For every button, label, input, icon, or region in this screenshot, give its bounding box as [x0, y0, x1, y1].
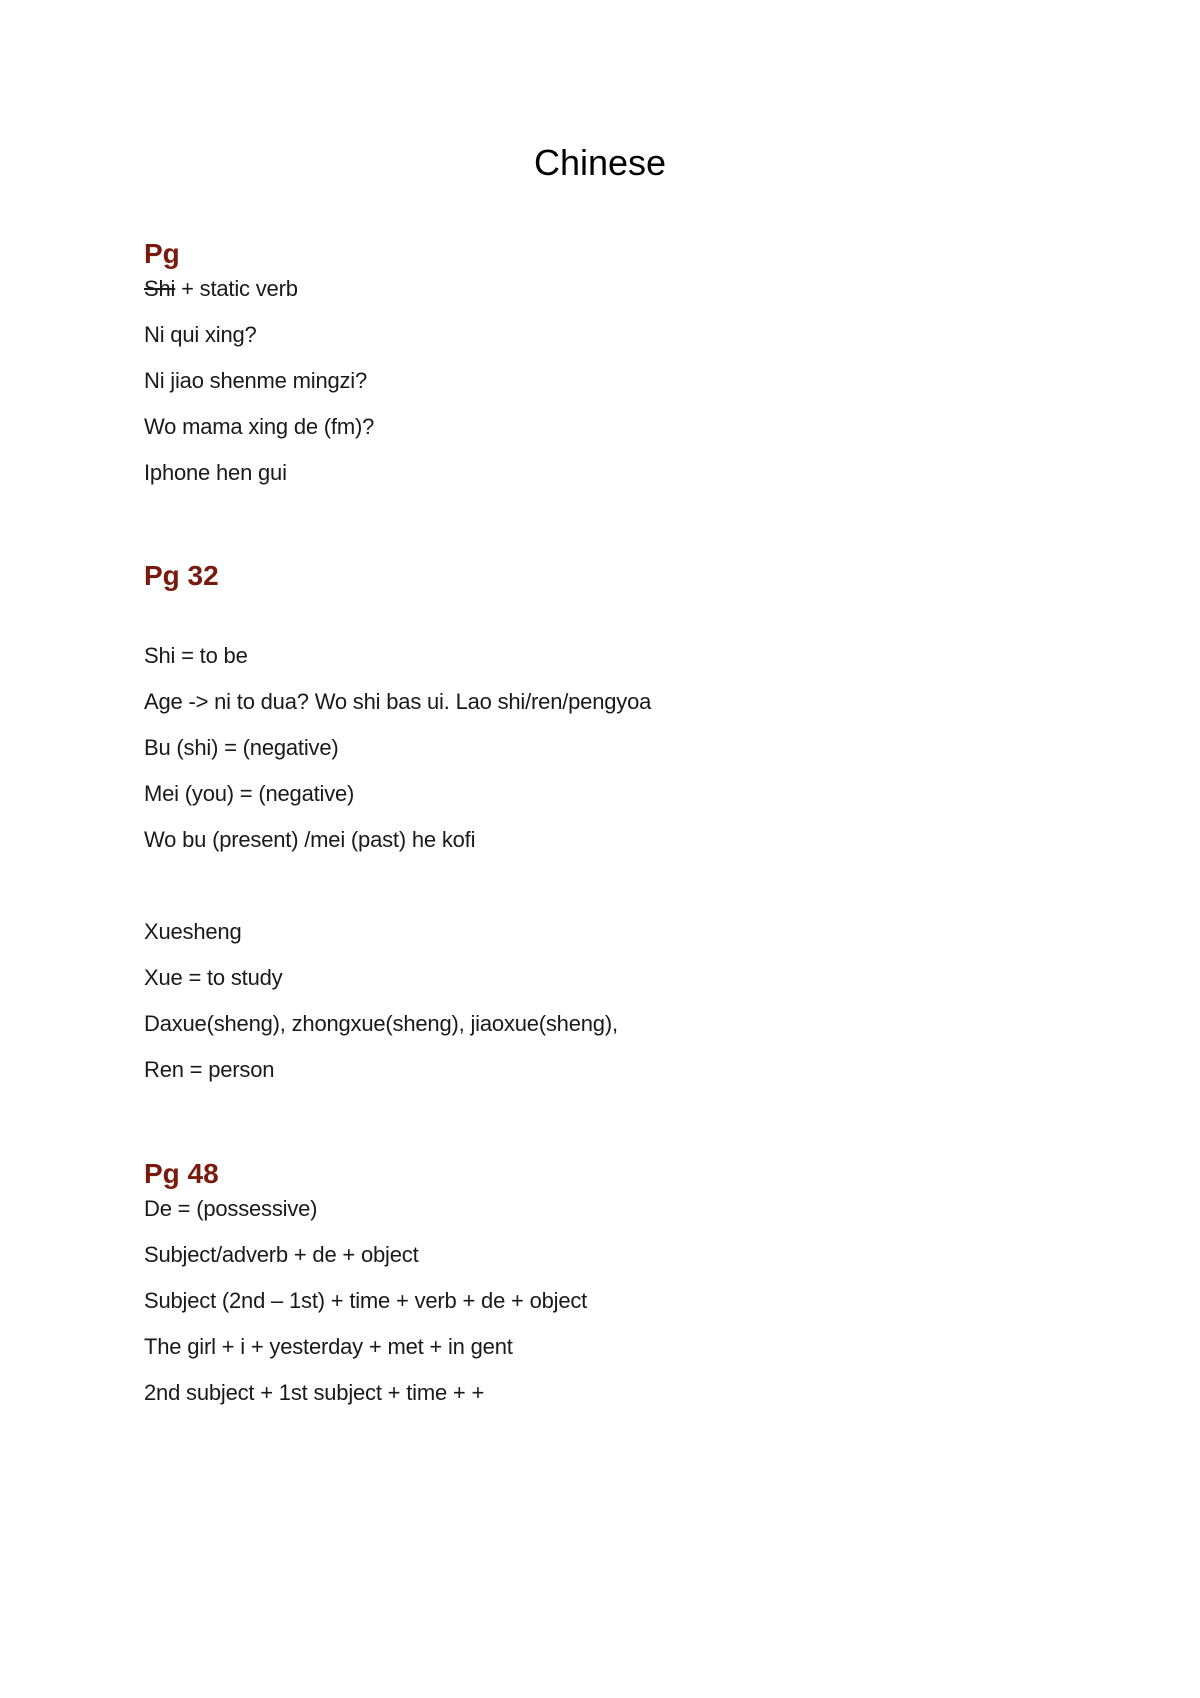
note-line: Subject (2nd – 1st) + time + verb + de + object: [144, 1288, 588, 1313]
note-line: Xuesheng: [144, 919, 242, 944]
note-line: Ren = person: [144, 1057, 275, 1082]
note-line: Age -> ni to dua? Wo shi bas ui. Lao shi/ren/pengyoa: [144, 689, 652, 714]
note-line: 2nd subject + 1st subject + time + +: [144, 1380, 485, 1405]
note-line: Shi = to be: [144, 643, 248, 668]
note-line: Iphone hen gui: [144, 460, 287, 485]
struck-text: Shi: [144, 276, 176, 301]
note-line: Ni qui xing?: [144, 322, 257, 347]
section-heading-pg: Pg: [144, 238, 180, 269]
note-line: Daxue(sheng), zhongxue(sheng), jiaoxue(sheng),: [144, 1011, 618, 1036]
note-line: Subject/adverb + de + object: [144, 1242, 419, 1267]
note-line: Bu (shi) = (negative): [144, 735, 339, 760]
note-text: + static verb: [175, 276, 298, 301]
note-line: De = (possessive): [144, 1196, 318, 1221]
note-line: The girl + i + yesterday + met + in gent: [144, 1334, 513, 1359]
note-line: Mei (you) = (negative): [144, 781, 355, 806]
note-line: Wo bu (present) /mei (past) he kofi: [144, 827, 476, 852]
note-line: Xue = to study: [144, 965, 283, 990]
section-heading-pg-48: Pg 48: [144, 1158, 219, 1189]
note-line: Ni jiao shenme mingzi?: [144, 368, 368, 393]
note-line: [144, 276, 298, 302]
note-line: Wo mama xing de (fm)?: [144, 414, 375, 439]
document-title: Chinese: [533, 142, 667, 183]
section-heading-pg-32: Pg 32: [144, 560, 219, 591]
